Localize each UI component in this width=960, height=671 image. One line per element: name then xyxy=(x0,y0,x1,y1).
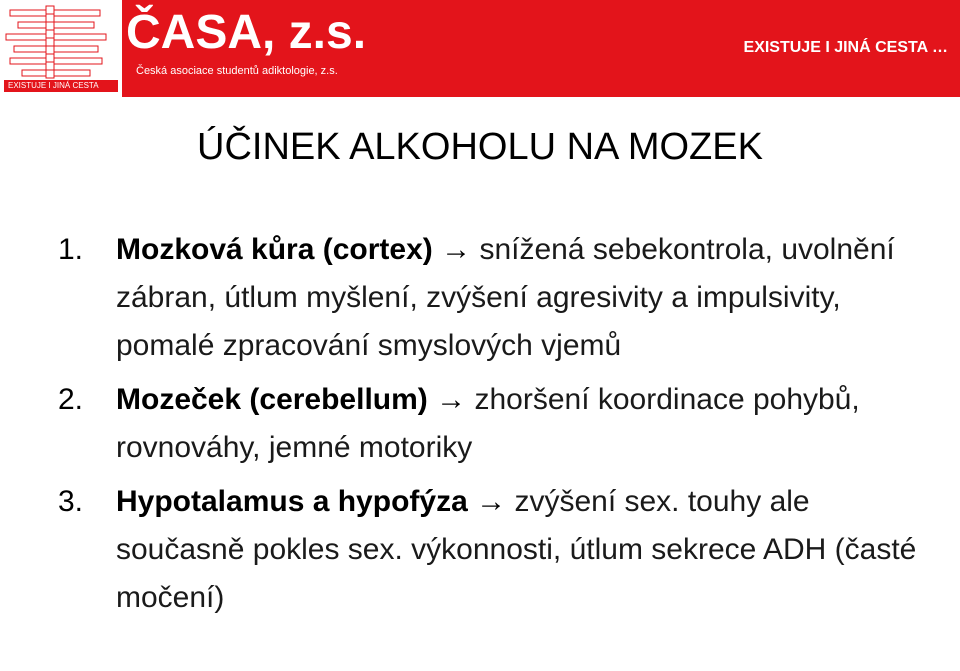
organization-subtitle: Česká asociace studentů adiktologie, z.s. xyxy=(136,65,338,77)
item-number: 2. xyxy=(58,383,84,416)
arrow-icon: → xyxy=(476,485,507,518)
effect-description: zvýšení sex. touhy ale současně pokles sex. výkonnosti, útlum sekrece ADH (časté močení) xyxy=(116,485,917,614)
organization-name: ČASA, z.s. xyxy=(126,6,367,59)
arrow-icon: → xyxy=(436,383,467,416)
logo-caption: EXISTUJE I JINÁ CESTA xyxy=(8,81,99,90)
list-item xyxy=(58,478,938,622)
list-item xyxy=(58,376,938,472)
header-motto: EXISTUJE I JINÁ CESTA … xyxy=(743,39,948,56)
slide-title: ÚČINEK ALKOHOLU NA MOZEK xyxy=(197,126,763,168)
item-number: 3. xyxy=(58,485,84,518)
header-banner xyxy=(0,0,960,97)
item-number: 1. xyxy=(58,233,84,266)
brain-region-term: Mozeček (cerebellum) xyxy=(116,383,428,416)
list-item xyxy=(58,226,938,370)
effect-description: zhoršení koordinace pohybů, rovnováhy, jemné motoriky xyxy=(116,383,860,464)
effects-list xyxy=(58,226,938,628)
arrow-icon: → xyxy=(441,233,472,266)
brain-region-term: Hypotalamus a hypofýza xyxy=(116,485,468,518)
brain-region-term: Mozková kůra (cortex) xyxy=(116,233,433,266)
effect-description: snížená sebekontrola, uvolnění zábran, útlum myšlení, zvýšení agresivity a impulsivity, pomalé zpracování smyslových vjemů xyxy=(116,233,895,362)
logo-crossword-emblem xyxy=(0,0,122,97)
